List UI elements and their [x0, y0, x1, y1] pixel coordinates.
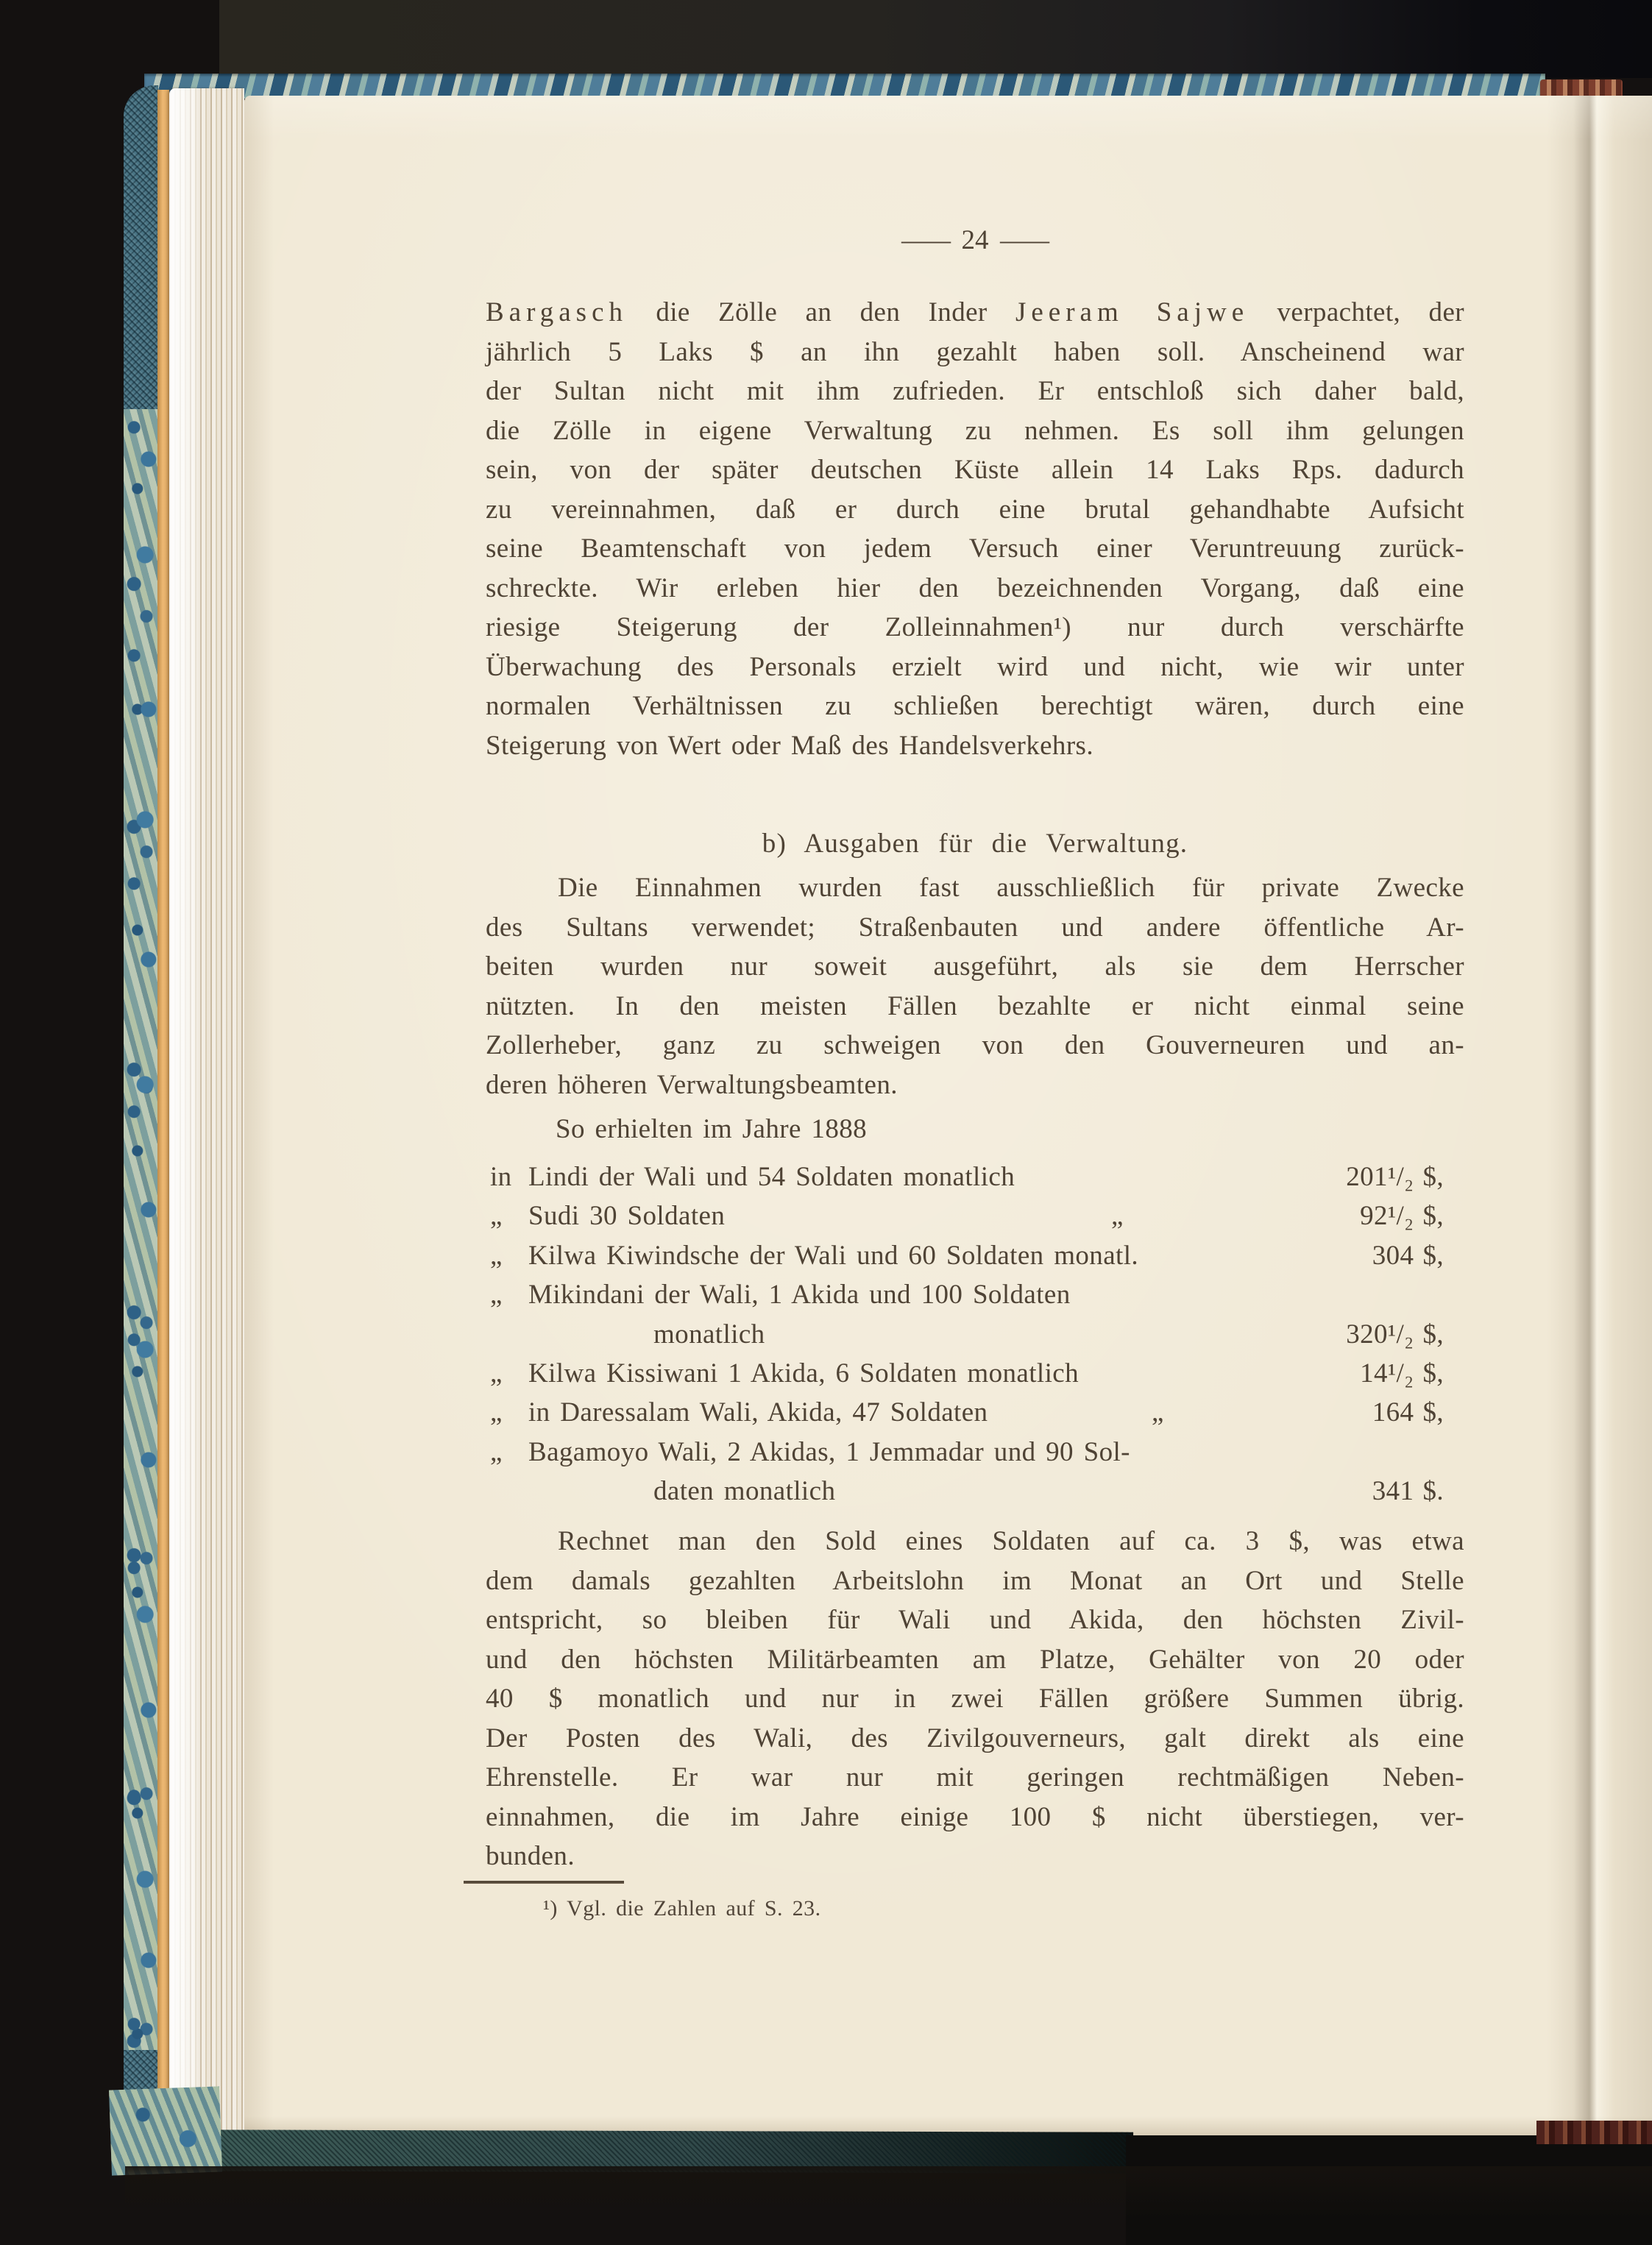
marbled-paper-left-edge — [124, 409, 158, 2050]
row-description: monatlich — [653, 1319, 765, 1350]
row-description: Sudi 30 Soldaten — [528, 1201, 726, 1232]
amount-currency: $, — [1422, 1358, 1444, 1389]
amount-currency: $. — [1422, 1476, 1444, 1507]
row-prefix: „ — [490, 1358, 503, 1389]
marbled-paper-bottom-left-corner — [109, 2086, 222, 2175]
row-amount — [1372, 1393, 1444, 1432]
text-line: dem damals gezahlten Arbeitslohn im Monat an Ort und Stelle — [486, 1565, 1464, 1596]
text-line: normalen Verhältnissen zu schließen berechtigt wären, durch eine — [486, 691, 1464, 721]
text-line: entspricht, so bleiben für Wali und Akida, den höchsten Zivil- — [486, 1605, 1464, 1635]
amount-value: 341 — [1372, 1476, 1414, 1507]
text-line: nützten. In den meisten Fällen bezahlte er nicht einmal seine — [486, 990, 1464, 1021]
text-line: Überwachung des Personals erzielt wird und nicht, wie wir unter — [486, 651, 1464, 682]
row-description: daten monatlich — [653, 1476, 836, 1507]
amount-value: 14¹/₂ — [1360, 1358, 1414, 1389]
footnote-separator-rule — [464, 1881, 624, 1884]
amount-currency: $, — [1422, 1240, 1444, 1271]
amount-currency: $, — [1422, 1319, 1444, 1350]
expense-row — [486, 1196, 1464, 1235]
text-segment: verpachtet, der — [1249, 297, 1464, 327]
expense-row — [486, 1236, 1464, 1275]
expense-row — [486, 1393, 1464, 1432]
footnote-text: ¹) Vgl. die Zahlen auf S. 23. — [543, 1896, 821, 1921]
row-prefix: „ — [490, 1397, 503, 1428]
row-prefix: „ — [490, 1240, 503, 1271]
expense-table — [486, 1157, 1464, 1511]
row-description: Kilwa Kiwindsche der Wali und 60 Soldaten monatl. — [528, 1240, 1139, 1271]
page-number-header — [486, 221, 1464, 259]
row-description: in Daressalam Wali, Akida, 47 Soldaten — [528, 1397, 988, 1428]
paragraph-customs-revenue — [486, 293, 1464, 765]
text-line — [486, 293, 1464, 333]
letterspaced-name: Jeeram Sajwe — [1015, 297, 1249, 327]
fore-edge-orange-stripe — [157, 90, 169, 2138]
expense-row — [486, 1354, 1464, 1393]
paragraph-expenditures-intro — [486, 868, 1464, 1104]
row-amount — [1360, 1196, 1444, 1235]
text-line: Rechnet man den Sold eines Soldaten auf ca. 3 $, was etwa — [558, 1526, 1464, 1556]
expense-row — [486, 1433, 1464, 1472]
paragraph-salary-analysis — [486, 1522, 1464, 1876]
text-line: Steigerung von Wert oder Maß des Handelsverkehrs. — [486, 730, 1093, 761]
amount-value: 304 — [1372, 1240, 1414, 1271]
expense-row — [486, 1315, 1464, 1354]
row-description: Mikindani der Wali, 1 Akida und 100 Soldaten — [528, 1280, 1071, 1311]
text-line: seine Beamtenschaft von jedem Versuch einer Veruntreuung zurück- — [486, 533, 1464, 564]
row-amount — [1372, 1472, 1444, 1511]
list-intro-line: So erhielten im Jahre 1888 — [556, 1114, 868, 1144]
ditto-mark: „ — [1111, 1201, 1124, 1232]
text-line: deren höheren Verwaltungsbeamten. — [486, 1069, 898, 1100]
text-line: riesige Steigerung der Zolleinnahmen¹) nur durch verschärfte — [486, 612, 1464, 642]
text-segment: die Zölle an den Inder — [628, 297, 1015, 327]
amount-currency: $, — [1422, 1201, 1444, 1232]
page-number: 24 — [961, 224, 989, 255]
text-line: Der Posten des Wali, des Zivilgouverneurs, galt direkt als eine — [486, 1723, 1464, 1753]
row-description: Bagamoyo Wali, 2 Akidas, 1 Jemmadar und 90 Sol- — [528, 1436, 1130, 1467]
page-stack-fore-edge — [169, 88, 244, 2143]
text-line: zu vereinnahmen, daß er durch eine brutal gehandhabte Aufsicht — [486, 494, 1464, 525]
text-line: des Sultans verwendet; Straßenbauten und andere öffentliche Ar- — [486, 912, 1464, 943]
text-line: bunden. — [486, 1841, 575, 1871]
row-amount — [1346, 1157, 1444, 1196]
amount-currency: $, — [1422, 1162, 1444, 1192]
row-amount — [1346, 1315, 1444, 1354]
row-description: Lindi der Wali und 54 Soldaten monatlich — [528, 1162, 1015, 1192]
text-line: beiten wurden nur soweit ausgeführt, als sie dem Herrscher — [486, 951, 1464, 982]
row-prefix: „ — [490, 1436, 503, 1467]
amount-value: 92¹/₂ — [1360, 1201, 1414, 1232]
letterspaced-name: Bargasch — [486, 297, 628, 327]
cover-cloth-corner-top-left — [124, 85, 158, 409]
page-number-dash-right: — — [999, 224, 1049, 255]
row-prefix: „ — [490, 1280, 503, 1311]
book-cover-left-edge — [124, 85, 158, 2174]
text-line: Die Einnahmen wurden fast ausschließlich für private Zwecke — [558, 873, 1464, 903]
text-line: Ehrenstelle. Er war nur mit geringen rechtmäßigen Neben- — [486, 1762, 1464, 1792]
text-line: der Sultan nicht mit ihm zufrieden. Er entschloß sich daher bald, — [486, 376, 1464, 406]
amount-value: 201¹/₂ — [1346, 1162, 1414, 1192]
text-line: 40 $ monatlich und nur in zwei Fällen größere Summen übrig. — [486, 1684, 1464, 1714]
expense-row — [486, 1157, 1464, 1196]
page-number-dash-left: — — [901, 224, 951, 255]
expense-row — [486, 1275, 1464, 1314]
section-heading: b) Ausgaben für die Verwaltung. — [762, 829, 1188, 859]
text-line: sein, von der später deutschen Küste allein 14 Laks Rps. dadurch — [486, 455, 1464, 485]
book-drop-shadow — [125, 2166, 1652, 2219]
amount-value: 164 — [1372, 1397, 1414, 1428]
ditto-mark: „ — [1152, 1397, 1164, 1428]
row-description: Kilwa Kissiwani 1 Akida, 6 Soldaten monatlich — [528, 1358, 1079, 1389]
row-prefix: „ — [490, 1201, 503, 1232]
row-amount — [1372, 1236, 1444, 1275]
row-amount — [1360, 1354, 1444, 1393]
text-line: Zollerheber, ganz zu schweigen von den Gouverneuren und an- — [486, 1030, 1464, 1060]
text-line: schreckte. Wir erleben hier den bezeichnenden Vorgang, daß eine — [486, 572, 1464, 603]
text-line: jährlich 5 Laks $ an ihn gezahlt haben soll. Anscheinend war — [486, 336, 1464, 367]
row-prefix: in — [490, 1162, 512, 1192]
book-tailband-stitching — [1536, 2121, 1652, 2144]
text-line: und den höchsten Militärbeamten am Platze, Gehälter von 20 oder — [486, 1644, 1464, 1675]
book-cover-top-board — [219, 0, 1652, 78]
amount-value: 320¹/₂ — [1346, 1319, 1414, 1350]
marbled-paper-top-edge — [144, 74, 1545, 99]
amount-currency: $, — [1422, 1397, 1444, 1428]
text-line: die Zölle in eigene Verwaltung zu nehmen. Es soll ihm gelungen — [486, 415, 1464, 446]
expense-row — [486, 1472, 1464, 1511]
text-line: einnahmen, die im Jahre einige 100 $ nicht überstiegen, ver- — [486, 1801, 1464, 1832]
